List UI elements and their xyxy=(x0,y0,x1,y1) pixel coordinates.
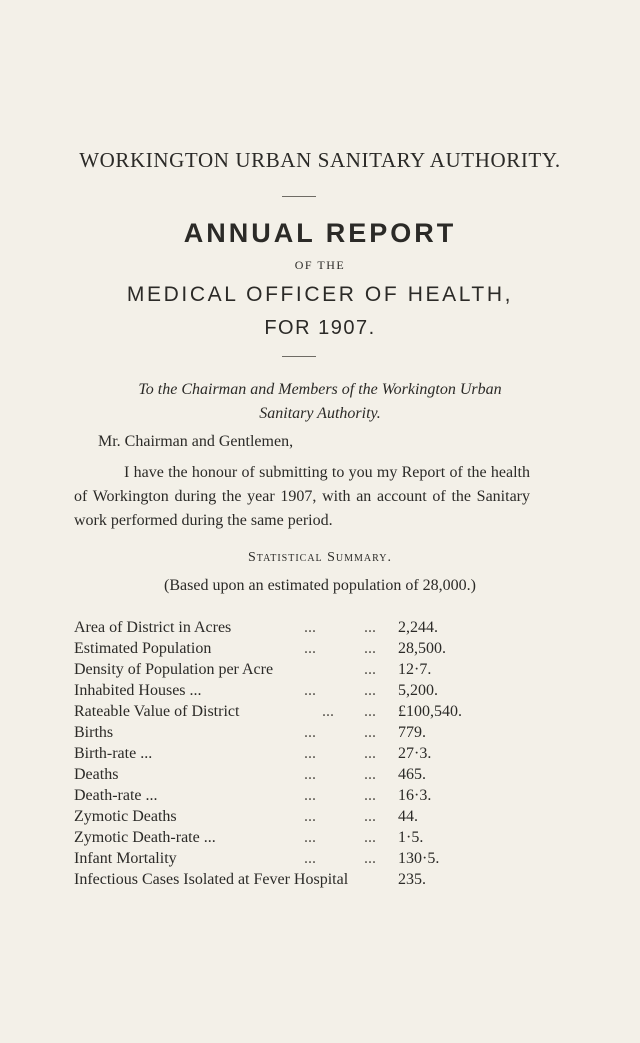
leader-dots: ... xyxy=(304,682,316,699)
divider-bottom xyxy=(282,356,316,357)
stat-value: 16·3. xyxy=(398,787,432,804)
stat-row xyxy=(74,848,534,869)
leader-dots: ... xyxy=(364,766,376,783)
leader-dots: ... xyxy=(364,703,376,720)
stat-label: Births xyxy=(74,724,114,741)
leader-dots: ... xyxy=(364,661,376,678)
stat-row xyxy=(74,638,534,659)
stat-value: 465. xyxy=(398,766,426,783)
stat-label: Infant Mortality xyxy=(74,850,177,867)
statistics-table xyxy=(74,617,534,890)
stat-row xyxy=(74,743,534,764)
stat-value: 130·5. xyxy=(398,850,440,867)
stat-value: 1·5. xyxy=(398,829,424,846)
stat-row xyxy=(74,659,534,680)
stat-label: Area of District in Acres xyxy=(74,619,232,636)
stat-label: Zymotic Death-rate ... xyxy=(74,829,216,846)
stat-label: Infectious Cases Isolated at Fever Hospital xyxy=(74,871,349,888)
stat-row xyxy=(74,806,534,827)
leader-dots: ... xyxy=(364,640,376,657)
officer-heading: MEDICAL OFFICER OF HEALTH, xyxy=(126,283,514,306)
statistical-summary-heading: Statistical Summary. xyxy=(248,550,392,565)
stat-label: Deaths xyxy=(74,766,119,783)
stat-value: £100,540. xyxy=(398,703,462,720)
stat-label: Zymotic Deaths xyxy=(74,808,177,825)
stat-row xyxy=(74,764,534,785)
leader-dots: ... xyxy=(364,619,376,636)
leader-dots: ... xyxy=(304,766,316,783)
leader-dots: ... xyxy=(304,808,316,825)
stat-label: Birth-rate ... xyxy=(74,745,153,762)
leader-dots: ... xyxy=(364,745,376,762)
stat-row xyxy=(74,617,534,638)
leader-dots: ... xyxy=(304,724,316,741)
leader-dots: ... xyxy=(364,808,376,825)
stat-value: 28,500. xyxy=(398,640,446,657)
stat-row xyxy=(74,722,534,743)
authority-heading: WORKINGTON URBAN SANITARY AUTHORITY. xyxy=(79,148,561,172)
year-heading: FOR 1907. xyxy=(264,317,376,339)
leader-dots: ... xyxy=(364,829,376,846)
leader-dots: ... xyxy=(304,787,316,804)
of-the-text: OF THE xyxy=(294,258,346,272)
leader-dots: ... xyxy=(364,850,376,867)
address-block xyxy=(0,378,640,426)
address-line-2: Sanitary Authority. xyxy=(259,405,381,422)
stat-label: Density of Population per Acre xyxy=(74,661,274,678)
stat-row xyxy=(74,869,534,890)
stat-value: 27·3. xyxy=(398,745,432,762)
stat-label: Rateable Value of District xyxy=(74,703,240,720)
stat-value: 5,200. xyxy=(398,682,438,699)
leader-dots: ... xyxy=(304,640,316,657)
leader-dots: ... xyxy=(304,619,316,636)
stat-row xyxy=(74,827,534,848)
stat-value: 44. xyxy=(398,808,418,825)
stat-label: Death-rate ... xyxy=(74,787,158,804)
leader-dots: ... xyxy=(364,787,376,804)
leader-dots: ... xyxy=(364,724,376,741)
stat-label: Estimated Population xyxy=(74,640,212,657)
leader-dots: ... xyxy=(304,745,316,762)
leader-dots: ... xyxy=(304,829,316,846)
report-title: ANNUAL REPORT xyxy=(183,218,457,248)
salutation: Mr. Chairman and Gentlemen, xyxy=(98,433,294,450)
stat-value: 12·7. xyxy=(398,661,432,678)
stat-label: Inhabited Houses ... xyxy=(74,682,202,699)
divider-top xyxy=(282,196,316,197)
population-basis: (Based upon an estimated population of 28,000.) xyxy=(164,577,476,594)
stat-row xyxy=(74,701,534,722)
stat-row xyxy=(74,680,534,701)
stat-value: 2,244. xyxy=(398,619,438,636)
stat-row xyxy=(74,785,534,806)
address-line-1: To the Chairman and Members of the Workington Urban xyxy=(138,381,502,398)
stat-value: 779. xyxy=(398,724,426,741)
body-paragraph: I have the honour of submitting to you my Report of the health of Workington during the year 1907, with an account of the Sanitary work performed during the same period. xyxy=(74,464,530,529)
stat-value: 235. xyxy=(398,871,426,888)
leader-dots: ... xyxy=(364,682,376,699)
leader-dots: ... xyxy=(304,850,316,867)
leader-dots: ... xyxy=(322,703,334,720)
